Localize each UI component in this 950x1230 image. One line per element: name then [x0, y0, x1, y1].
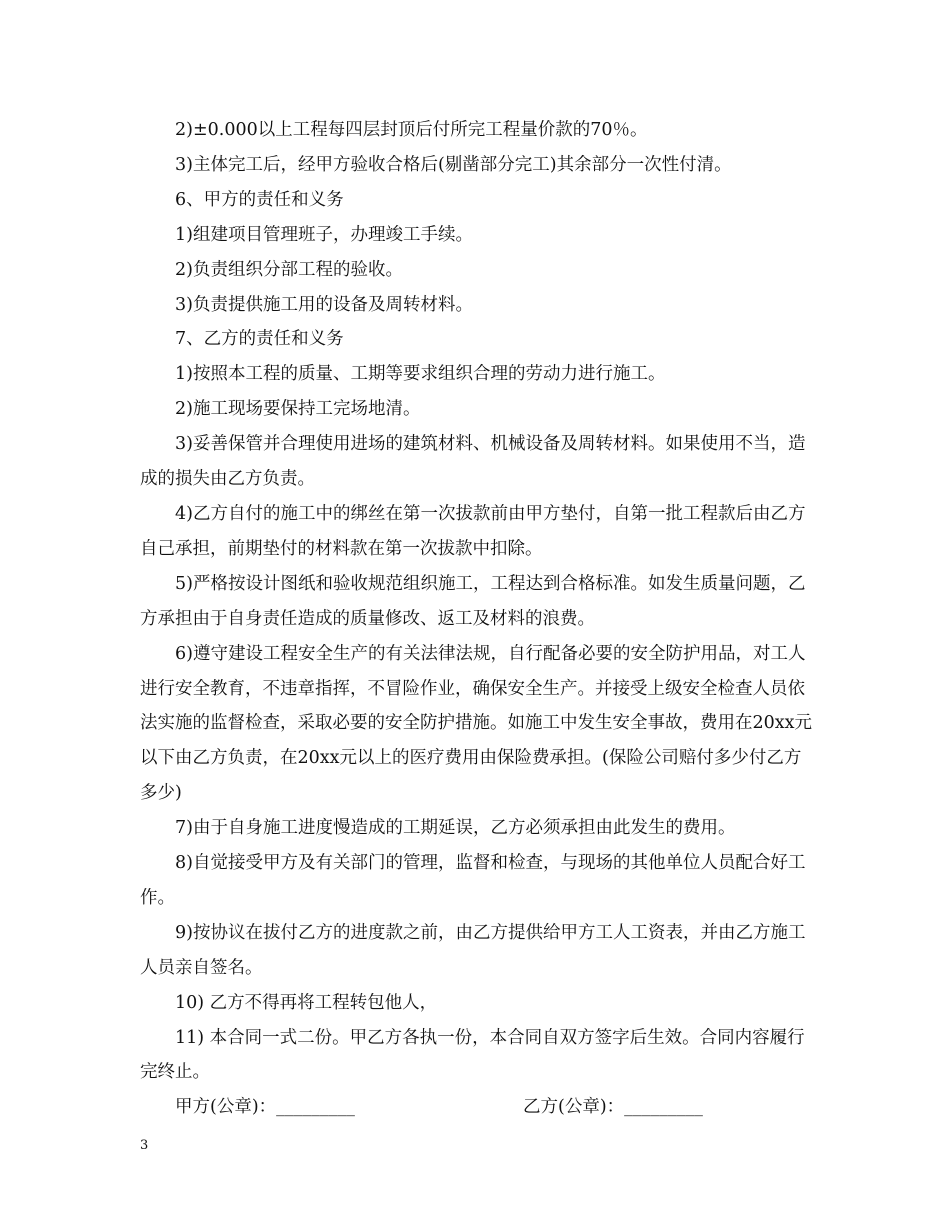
document-body — [140, 113, 812, 1125]
paragraph: 9)按协议在拔付乙方的进度款之前，由乙方提供给甲方工人工资表，并由乙方施工人员亲自签名。 — [140, 922, 806, 978]
signature-row — [140, 1090, 812, 1125]
paragraph: 3)妥善保管并合理使用进场的建筑材料、机械设备及周转材料。如果使用不当，造成的损失由乙方负责。 — [140, 434, 806, 490]
section-heading: 7、乙方的责任和义务 — [175, 329, 344, 350]
party-a-signature: 甲方(公章)：_________ — [175, 1097, 355, 1118]
paragraph: 2)负责组织分部工程的验收。 — [175, 259, 403, 280]
paragraph: 5)严格按设计图纸和验收规范组织施工，工程达到合格标准。如发生质量问题，乙方承担由于自身责任造成的质量修改、返工及材料的浪费。 — [140, 573, 806, 629]
paragraph: 7)由于自身施工进度慢造成的工期延误，乙方必须承担由此发生的费用。 — [175, 818, 736, 839]
paragraph: 10) 乙方不得再将工程转包他人， — [175, 992, 438, 1013]
paragraph: 8)自觉接受甲方及有关部门的管理，监督和检查，与现场的其他单位人员配合好工作。 — [140, 853, 806, 908]
paragraph: 3)负责提供施工用的设备及周转材料。 — [175, 294, 473, 315]
page-number: 3 — [140, 1138, 149, 1153]
paragraph: 2)±0.000以上工程每四层封顶后付所完工程量价款的70％。 — [175, 120, 648, 140]
paragraph: 4)乙方自付的施工中的绑丝在第一次拔款前由甲方垫付，自第一批工程款后由乙方自己承担，前期垫付的材料款在第一次拔款中扣除。 — [140, 503, 806, 559]
paragraph: 2)施工现场要保持工完场地清。 — [175, 399, 421, 420]
party-b-signature: 乙方(公章)：_________ — [523, 1097, 703, 1118]
section-heading: 6、甲方的责任和义务 — [175, 189, 344, 210]
paragraph: 1)按照本工程的质量、工期等要求组织合理的劳动力进行施工。 — [175, 364, 666, 385]
paragraph: 11) 本合同一式二份。甲乙方各执一份，本合同自双方签字后生效。合同内容履行完终止。 — [140, 1027, 805, 1083]
paragraph: 1)组建项目管理班子，办理竣工手续。 — [175, 224, 473, 245]
paragraph: 3)主体完工后，经甲方验收合格后(剔凿部分完工)其余部分一次性付清。 — [175, 154, 732, 175]
paragraph: 6)遵守建设工程安全生产的有关法律法规，自行配备必要的安全防护用品，对工人进行安全教育，不违章指挥，不冒险作业，确保安全生产。并接受上级安全检查人员依法实施的监督检查，采取必要的安全防护措施。如施工中发生安全事故，费用在20xx元以下由乙方负责，在20xx元以上的医疗费用由保险费承担。(保险公司赔付多少付乙方多少) — [140, 643, 813, 804]
